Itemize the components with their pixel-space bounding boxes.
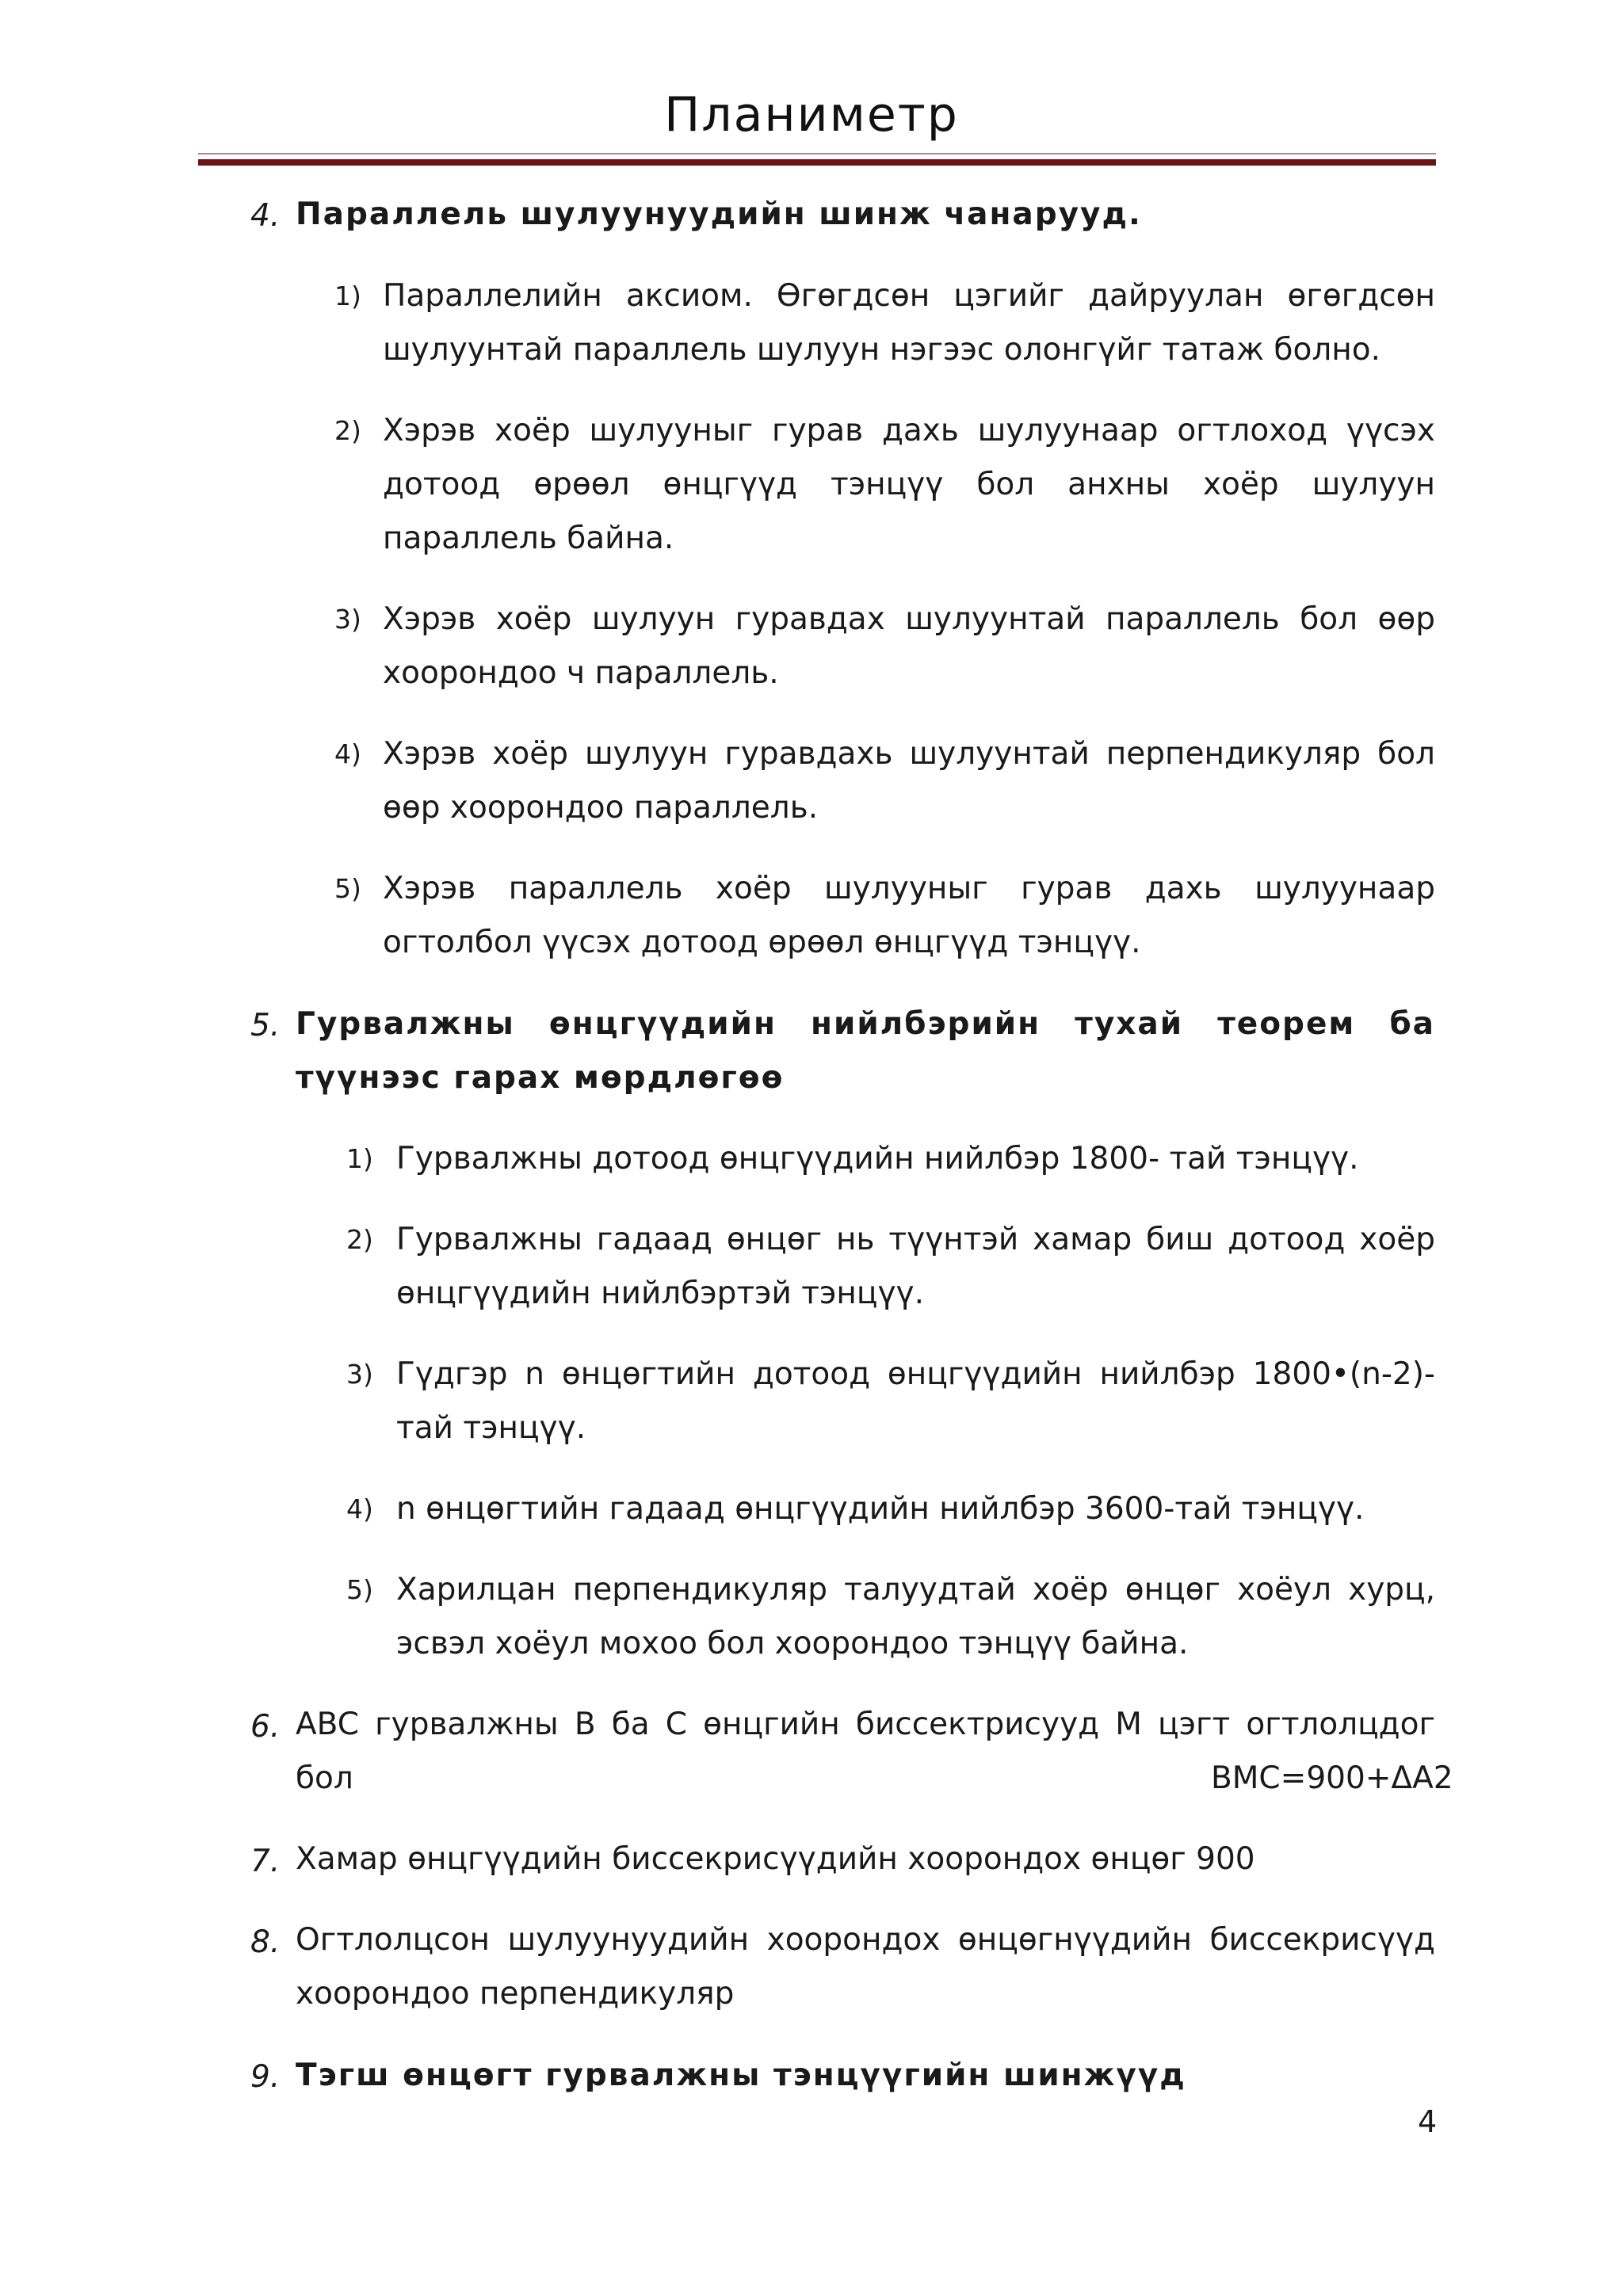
section-6-line-2 <box>296 1752 1453 1806</box>
section-5-number: 5. <box>250 1008 281 1043</box>
section-5-item-1-text: Гурвалжны дотоод өнцгүүдийн нийлбэр 1800- тай тэнцүү. <box>396 1141 1359 1177</box>
section-4-item-3-text: Хэрэв хоёр шулуун гуравдах шулуунтай параллель бол өөр хоорондоо ч параллель. <box>383 601 1435 691</box>
section-5-item-2-text: Гурвалжны гадаад өнцөг нь түүнтэй хамар биш дотоод хоёр өнцгүүдийн нийлбэртэй тэнцүү. <box>396 1222 1435 1311</box>
section-5-heading <box>296 997 1435 1105</box>
section-9-number: 9. <box>250 2059 281 2095</box>
section-4-item-2-text: Хэрэв хоёр шулууныг гурав дахь шулуунаар огтлоход үүсэх дотоод өрөөл өнцгүүд тэнцүү бол анхны хоёр шулуун параллель байна. <box>383 413 1435 556</box>
section-6-number: 6. <box>250 1709 281 1745</box>
page-title: Планиметр <box>664 87 959 143</box>
section-4-item-1-number: 1) <box>334 280 361 311</box>
section-4-item-4-number: 4) <box>334 738 361 769</box>
section-6-line-1: ABC гурвалжны B ба C өнцгийн биссектрисууд M цэгт огтлолцдог <box>296 1707 1435 1742</box>
section-4-item-2-number: 2) <box>334 415 361 446</box>
section-5-item-5-text: Харилцан перпендикуляр талуудтай хоёр өнцөг хоёул хурц, эсвэл хоёул мохоо бол хоорондоо тэнцүү байна. <box>396 1572 1435 1661</box>
section-5-item-5-number: 5) <box>346 1574 373 1605</box>
section-8-number: 8. <box>250 1924 281 1960</box>
section-5-heading-line-1: Гурвалжны өнцгүүдийн нийлбэрийн тухай теорем ба <box>296 1006 1435 1042</box>
section-4-item-5-text: Хэрэв параллель хоёр шулууныг гурав дахь шулуунаар огтолбол үүсэх дотоод өрөөл өнцгүүд тэнцүү. <box>383 871 1435 960</box>
section-6-formula: BMC=900+ΔA2 <box>1211 1760 1453 1796</box>
section-5-item-3-text: Гүдгэр n өнцөгтийн дотоод өнцгүүдийн нийлбэр 1800•(n-2)-тай тэнцүү. <box>396 1356 1435 1446</box>
section-4-item-5-number: 5) <box>334 873 361 904</box>
section-5-heading-line-2: түүнээс гарах мөрдлөгөө <box>296 1060 785 1096</box>
section-4-number: 4. <box>250 198 281 234</box>
section-5-item-1-number: 1) <box>346 1143 373 1174</box>
section-4-item-3-number: 3) <box>334 604 361 635</box>
section-7-text: Хамар өнцгүүдийн биссекрисүүдийн хоорондох өнцөг 900 <box>296 1841 1255 1877</box>
section-5-item-2-number: 2) <box>346 1224 373 1255</box>
section-5-item-4-text: n өнцөгтийн гадаад өнцгүүдийн нийлбэр 3600-тай тэнцүү. <box>396 1491 1365 1527</box>
section-6-text <box>296 1698 1453 1806</box>
section-6-line-2-bol: бол <box>296 1760 353 1796</box>
section-7-number: 7. <box>250 1844 281 1879</box>
header-rule-thick <box>198 159 1436 166</box>
section-9-heading: Тэгш өнцөгт гурвалжны тэнцүүгийн шинжүүд <box>296 2058 1186 2093</box>
section-5-item-3-number: 3) <box>346 1359 373 1390</box>
header-rule-thin <box>198 153 1436 154</box>
section-8-text: Огтлолцсон шулуунуудийн хоорондох өнцөгнүүдийн биссекрисүүд хоорондоо перпендикуляр <box>296 1922 1435 2012</box>
section-4-heading: Параллель шулуунуудийн шинж чанарууд. <box>296 196 1142 232</box>
page-number: 4 <box>1418 2104 1438 2139</box>
section-4-item-4-text: Хэрэв хоёр шулуун гуравдахь шулуунтай перпендикуляр бол өөр хоорондоо параллель. <box>383 736 1435 826</box>
section-4-item-1-text: Параллелийн аксиом. Өгөгдсөн цэгийг дайруулан өгөгдсөн шулуунтай параллель шулуун нэгээс олонгүйг татаж болно. <box>383 278 1435 368</box>
section-5-item-4-number: 4) <box>346 1493 373 1524</box>
